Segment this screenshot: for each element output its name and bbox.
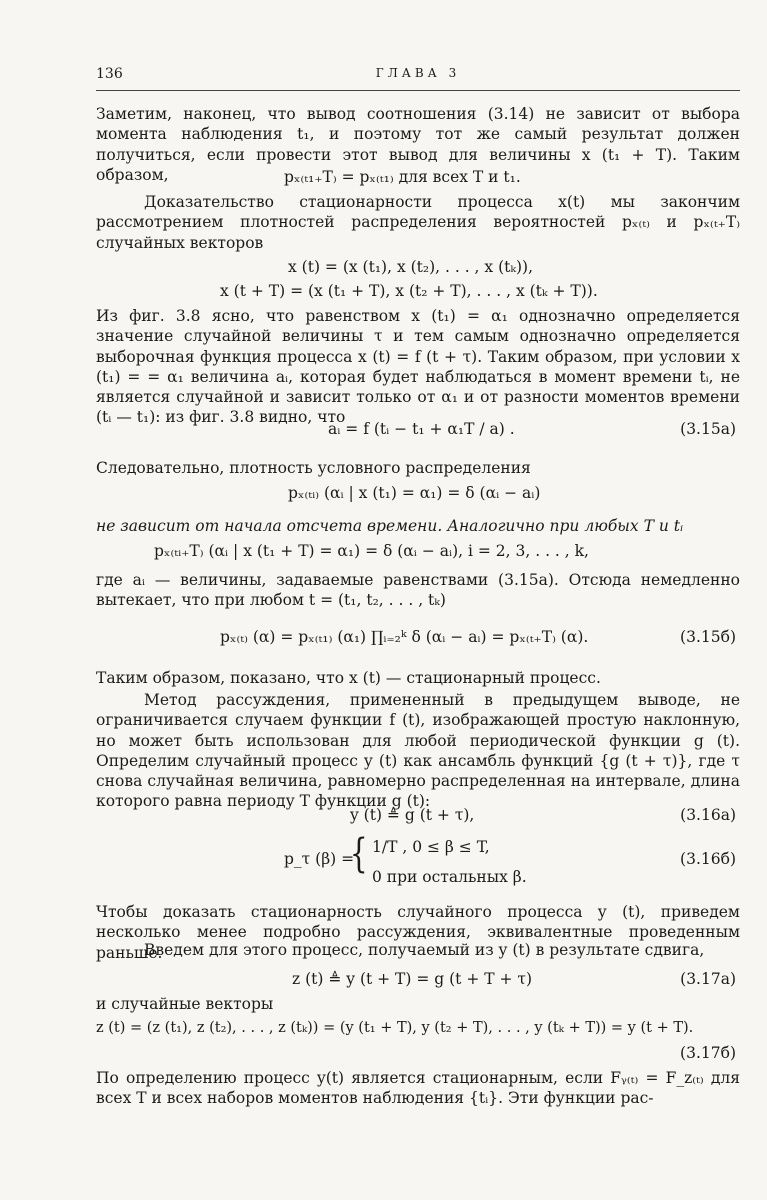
running-header: [96, 64, 740, 86]
paragraph-12: По определению процесс y(t) является стационарным, если Fᵧ₍ₜ₎ = F_z₍ₜ₎ для всех T и всех наборов моментов наблюдения {tᵢ}. Эти функции рас-: [96, 1069, 740, 1108]
equation-3-16b: [96, 832, 740, 892]
equation-text: pₓ₍ₜ₎ (α) = pₓ₍ₜ₁₎ (α₁) ∏ᵢ₌₂ᵏ δ (αᵢ − aᵢ) = pₓ₍ₜ₊T₎ (α).: [220, 628, 589, 646]
chapter-title: ГЛАВА 3: [375, 66, 461, 80]
paragraph-9: Чтобы доказать стационарность случайного процесса y (t), приведем несколько менее подробно рассуждения, эквивалентные проведенным раньше.: [96, 903, 740, 962]
paragraph-5: не зависит от начала отсчета времени. Аналогично при любых T и tᵢ: [96, 517, 684, 535]
header-rule: [96, 90, 740, 91]
equation-text: z (t) ≜ y (t + T) = g (t + T + τ): [292, 970, 533, 988]
page-number: 136: [96, 66, 123, 82]
paragraph-2: Доказательство стационарности процесса x(t) мы закончим рассмотрением плотностей распределения вероятностей pₓ₍ₜ₎ и pₓ₍ₜ₊T₎ случайных векторов: [96, 193, 740, 252]
paragraph-4: Следовательно, плотность условного распределения: [96, 459, 531, 477]
paragraph-3: Из фиг. 3.8 ясно, что равенством x (t₁) = α₁ однозначно определяется значение случайной величины τ и тем самым однозначно определяется выборочная функция процесса x (t) = f (t + τ). Таким образом, при условии x (t₁) = = α₁ величина aᵢ, которая будет наблюдаться в момент времени tᵢ, не является случайной и зависит только от α₁ и от разности моментов времени (tᵢ — t₁): из фиг. 3.8 видно, что: [96, 307, 740, 427]
equation-text: aᵢ = f (tᵢ − t₁ + α₁T / a) .: [328, 420, 515, 438]
paragraph-6: где aᵢ — величины, задаваемые равенствами (3.15а). Отсюда немедленно вытекает, что при любом t = (t₁, t₂, . . . , tₖ): [96, 571, 740, 610]
paragraph-11: и случайные векторы: [96, 995, 274, 1013]
equation-lhs: p_τ (β) =: [284, 850, 355, 868]
equation-number: (3.17б): [680, 1044, 736, 1062]
equation-case-2: 0 при остальных β.: [372, 868, 527, 886]
equation-text: y (t) ≜ g (t + τ),: [350, 806, 475, 824]
paragraph-7: Таким образом, показано, что x (t) — стационарный процесс.: [96, 669, 601, 687]
equation-text: z (t) = (z (t₁), z (t₂), . . . , z (tₖ)) = (y (t₁ + T), y (t₂ + T), . . . , y (tₖ + T)) = y (t + T).: [96, 1020, 694, 1036]
equation-number: (3.16б): [680, 850, 736, 868]
equation-text: pₓ₍ₜ₁₊T₎ = pₓ₍ₜ₁₎ для всех T и t₁.: [284, 168, 521, 186]
equation-number: (3.15a): [680, 420, 736, 438]
equation-number: (3.16a): [680, 806, 736, 824]
equation-text: pₓ₍ₜᵢ₎ (αᵢ | x (t₁) = α₁) = δ (αᵢ − aᵢ): [288, 484, 541, 502]
equation-text: pₓ₍ₜᵢ₊T₎ (αᵢ | x (t₁ + T) = α₁) = δ (αᵢ − aᵢ), i = 2, 3, . . . , k,: [154, 542, 589, 560]
paragraph-1: Заметим, наконец, что вывод соотношения (3.14) не зависит от выбора момента наблюдения t₁, и поэтому тот же самый результат должен получиться, если провести этот вывод для величины x (t₁ + T). Таким образом,: [96, 105, 740, 184]
equation-text: x (t + T) = (x (t₁ + T), x (t₂ + T), . . . , x (tₖ + T)).: [220, 282, 598, 300]
equation-case-1: 1/T , 0 ≤ β ≤ T,: [372, 838, 490, 856]
brace-symbol: {: [349, 831, 368, 877]
equation-number: (3.15б): [680, 628, 736, 646]
paragraph-10: Введем для этого процесс, получаемый из y (t) в результате сдвига,: [144, 941, 705, 959]
equation-text: x (t) = (x (t₁), x (t₂), . . . , x (tₖ)),: [288, 258, 534, 276]
paragraph-8: Метод рассуждения, примененный в предыдущем выводе, не ограничивается случаем функции f (t), изображающей простую наклонную, но может быть использован для любой периодической функции g (t). Определим случайный процесс y (t) как ансамбль функций {g (t + τ)}, где τ снова случайная величина, равномерно распределенная на интервале, длина которого равна периоду T функции g (t):: [96, 691, 740, 811]
equation-number: (3.17a): [680, 970, 736, 988]
